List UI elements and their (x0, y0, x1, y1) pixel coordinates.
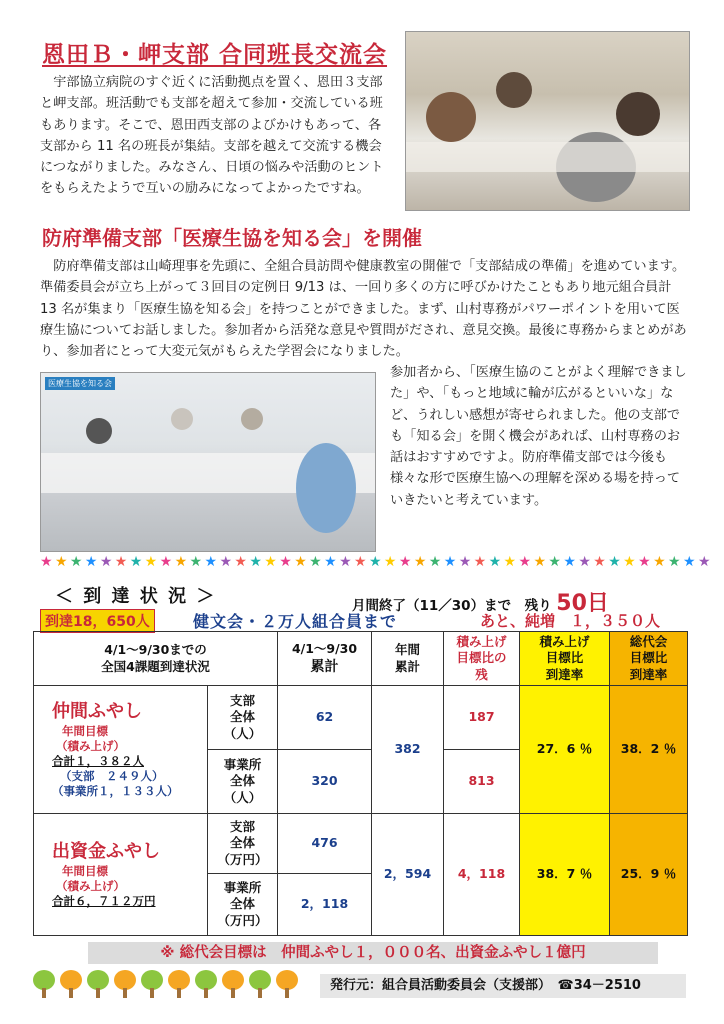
header-period: 4/1～9/30までの 全国4課題到達状況 (34, 632, 278, 686)
capital-office-label: 事業所 全体 （万円） (208, 874, 278, 936)
article1-title: 恩田Ｂ・岬支部 合同班長交流会 (42, 42, 388, 68)
star-icon: ★ (623, 554, 639, 570)
star-icon: ★ (40, 554, 55, 570)
capital-office-cum: 2，118 (278, 874, 372, 936)
tree-icon (249, 970, 271, 998)
star-icon: ★ (219, 554, 235, 570)
star-icon: ★ (578, 554, 594, 570)
general-meeting-note: ※ 総代会目標は 仲間ふやし１，０００名、出資金ふやし１億円 (88, 942, 658, 964)
table-row (34, 686, 688, 750)
deadline-prefix: 月間終了（11／30）まで 残り (352, 598, 552, 614)
article2-title: 防府準備支部「医療生協を知る会」を開催 (42, 226, 422, 250)
star-icon: ★ (548, 554, 564, 570)
tree-icon (168, 970, 190, 998)
header-rate: 積み上げ 目標比 到達率 (520, 632, 610, 686)
star-icon: ★ (593, 554, 609, 570)
star-icon: ★ (653, 554, 669, 570)
table-row (34, 814, 688, 874)
star-icon: ★ (488, 554, 504, 570)
capital-category: 出資金ふやし 年間目標 （積み上げ） 合計６，７１２万円 (34, 814, 208, 936)
star-icon: ★ (69, 554, 85, 570)
tree-icon (114, 970, 136, 998)
members-category: 仲間ふやし 年間目標 （積み上げ） 合計１，３８２人 （支部 ２４９人） （事業所１，１３３人） (34, 686, 208, 814)
header-cumulative: 4/1～9/30 累計 (278, 632, 372, 686)
star-icon: ★ (249, 554, 265, 570)
members-branch-rem: 187 (444, 686, 520, 750)
tree-icon (222, 970, 244, 998)
capital-branch-cum: 476 (278, 814, 372, 874)
members-office-label: 事業所 全体 （人） (208, 750, 278, 814)
tree-icon (141, 970, 163, 998)
members-branch-cum: 62 (278, 686, 372, 750)
members-year: 382 (372, 686, 444, 814)
star-icon: ★ (279, 554, 295, 570)
tree-icon (87, 970, 109, 998)
meeting-photo-2 (40, 372, 376, 552)
members-office-rem: 813 (444, 750, 520, 814)
star-icon: ★ (54, 554, 70, 570)
meeting-photo-1 (405, 31, 690, 211)
star-icon: ★ (114, 554, 130, 570)
star-icon: ★ (368, 554, 384, 570)
star-icon: ★ (383, 554, 399, 570)
star-icon: ★ (354, 554, 369, 570)
star-icon: ★ (398, 554, 414, 570)
star-icon: ★ (174, 554, 190, 570)
photo-sign: 医療生協を知る会 (45, 377, 115, 390)
capital-year: 2，594 (372, 814, 444, 936)
members-office-cum: 320 (278, 750, 372, 814)
star-icon: ★ (533, 554, 549, 570)
remaining-text: あと、純増 １，３５０人 (480, 612, 661, 630)
star-icon: ★ (189, 554, 205, 570)
members-general: 38．2 ％ (610, 686, 688, 814)
star-icon: ★ (294, 554, 310, 570)
status-line (40, 609, 688, 631)
tree-icon (33, 970, 55, 998)
status-heading: ＜ 到 達 状 況 ＞ (55, 586, 217, 607)
star-icon: ★ (234, 554, 250, 570)
star-icon: ★ (458, 554, 474, 570)
star-icon: ★ (339, 554, 355, 570)
capital-general: 25．9 ％ (610, 814, 688, 936)
publisher-info: 発行元：組合員活動委員会（支援部） ☎34－2510 (320, 974, 686, 998)
star-icon: ★ (563, 554, 579, 570)
article1-body: 宇部協立病院のすぐ近くに活動拠点を置く、恩田３支部と岬支部。班活動でも支部を超えて参加・交流している班もあります。そこで、恩田西支部のよびかけもあって、各支部から 11 名の班長が集結。支部を越えて交流する機会につながりました。みなさん、日頃の悩みや活動のヒントをもらえたようで互いの励みになってよかったですね。 (40, 75, 384, 197)
goal-text: 健文会・２万人組合員まで (193, 612, 398, 631)
capital-rem: 4，118 (444, 814, 520, 936)
tree-icon (60, 970, 82, 998)
star-icon: ★ (204, 554, 220, 570)
members-rate: 27．6 ％ (520, 686, 610, 814)
deadline-days: 50日 (556, 591, 609, 616)
star-icon: ★ (668, 554, 683, 570)
star-icon: ★ (159, 554, 175, 570)
article2-body: 防府準備支部は山崎理事を先頭に、全組合員訪問や健康教室の開催で「支部結成の準備」を進めています。準備委員会が立ち上がって３回目の定例日 9/13 は、一回り多くの方に呼びかけたこともあり地元組合員計 13 名が集まり「医療生協を知る会」を持つことができました。まず、山村専務がパワーポイントを用いて医療生協についてお話しました。参加者から活発な意見や質問がだされ、意見交換。最後に専務からまとめがあり、参加者にとって大変元気がもらえた学習会になりました。 (40, 259, 687, 360)
star-icon: ★ (264, 554, 280, 570)
star-icon: ★ (443, 554, 459, 570)
status-table (33, 631, 688, 936)
members-branch-label: 支部 全体 （人） (208, 686, 278, 750)
header-year: 年間 累計 (372, 632, 444, 686)
star-icon: ★ (144, 554, 160, 570)
star-divider (40, 554, 713, 572)
star-icon: ★ (518, 554, 534, 570)
star-icon: ★ (428, 554, 444, 570)
tree-icon (276, 970, 298, 998)
article2-body-continued: 参加者から、「医療生協のことがよく理解できました」や、「もっと地域に輪が広がるといいな」など、うれしい感想が寄せられました。他の支部でも「知る会」を開く機会があれば、山村専務のお話はおすすめですよ。防府準備支部では今後も様々な形で医療生協への理解を深める場を持っていきたいと考えています。 (390, 365, 687, 508)
header-remaining: 積み上げ 目標比の 残 (444, 632, 520, 686)
star-icon: ★ (413, 554, 429, 570)
star-icon: ★ (84, 554, 100, 570)
capital-branch-label: 支部 全体 （万円） (208, 814, 278, 874)
capital-rate: 38．7 ％ (520, 814, 610, 936)
star-icon: ★ (638, 554, 654, 570)
tree-icon (195, 970, 217, 998)
star-icon: ★ (324, 554, 340, 570)
star-icon: ★ (697, 554, 713, 570)
tree-decoration (33, 970, 303, 1000)
star-icon: ★ (129, 554, 145, 570)
header-general: 総代会 目標比 到達率 (610, 632, 688, 686)
star-icon: ★ (99, 554, 115, 570)
reached-badge: 到達18，650人 (40, 609, 155, 633)
star-icon: ★ (682, 554, 698, 570)
star-icon: ★ (473, 554, 489, 570)
star-icon: ★ (608, 554, 624, 570)
star-icon: ★ (309, 554, 325, 570)
star-icon: ★ (503, 554, 519, 570)
